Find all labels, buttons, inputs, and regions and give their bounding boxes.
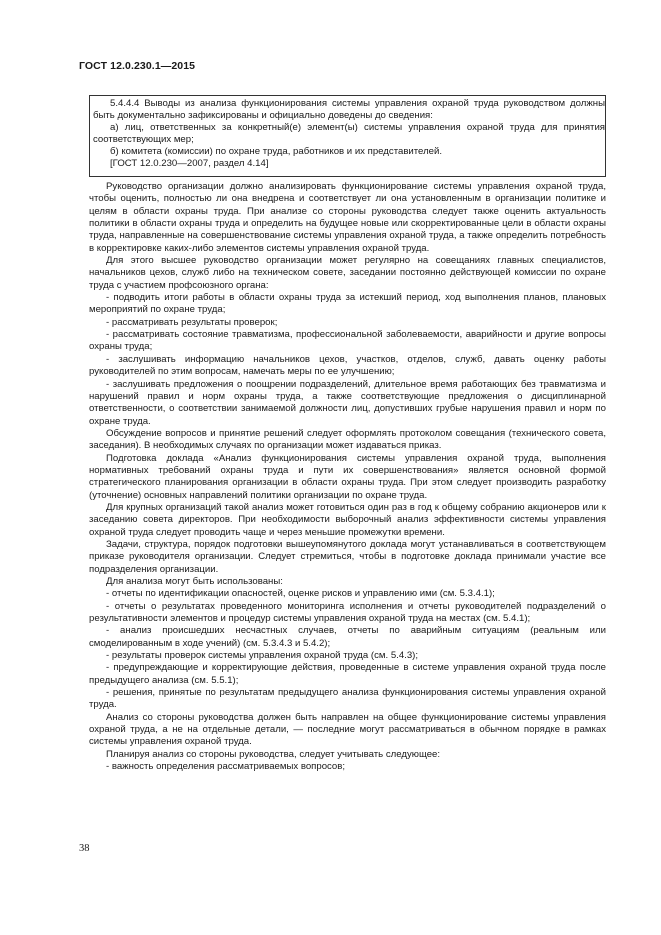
body-paragraph: Подготовка доклада «Анализ функционирования системы управления охраной труда, выполнения нормативных требований охраны труда и пути их совершенствования» является основной формой стратегического планирования организации в области охраны труда. При этом следует производить разработку (уточнение) основных направлений политики организации по охране труда. [89,452,606,501]
list-item: - подводить итоги работы в области охраны труда за истекший период, ход выполнения планов, плановых мероприятий по охране труда; [89,292,606,316]
list-item: - рассматривать результаты проверок; [106,316,278,328]
page-number: 38 [79,843,90,854]
quote-box-text [93,98,605,171]
quote-reference: [ГОСТ 12.0.230—2007, раздел 4.14] [110,158,269,170]
document-header: ГОСТ 12.0.230.1—2015 [79,60,196,72]
body-paragraph: Планируя анализ со стороны руководства, следует учитывать следующее: [106,748,441,760]
list-item: - важность определения рассматриваемых вопросов; [106,761,346,773]
body-paragraph: Руководство организации должно анализировать функционирование системы управления охраной труда, чтобы оценить, полностью ли она внедрена и соответствует ли она установленным в организации политике и целям в области охраны труда. При анализе со стороны руководства следует также оценить актуальность политики в области охраны труда и определить на будущее новые или скорректированные цели в области охраны труда, направленные на совершенствование системы управления охраной труда, а также определить потребность в корректировке каких-либо элементов системы управления охраной труда. [89,181,606,254]
quote-paragraph: 5.4.4.4 Выводы из анализа функционирования системы управления охраной труда руководством должны быть документально зафиксированы и официально доведены до сведения: [93,98,605,122]
quote-paragraph: б) комитета (комиссии) по охране труда, работников и их представителей. [110,146,443,158]
body-text [89,181,606,774]
quote-paragraph: а) лиц, ответственных за конкретный(е) элемент(ы) системы управления охраной труда для принятия соответствующих мер; [93,122,605,146]
list-item: - анализ происшедших несчастных случаев, отчеты по аварийным ситуациям (реальным или смоделированным в ходе учений) (см. 5.3.4.3 и 5.4.2); [89,625,606,649]
list-item: - решения, принятые по результатам предыдущего анализа функционирования системы управления охраной труда. [89,687,606,711]
list-item: - результаты проверок системы управления охраной труда (см. 5.4.3); [106,650,419,662]
list-item: - заслушивать информацию начальников цехов, участков, отделов, служб, давать оценку работы руководителей по этим вопросам, намечать меры по ее улучшению; [89,353,606,378]
list-item: - предупреждающие и корректирующие действия, проведенные в системе управления охраной труда после предыдущего анализа (см. 5.5.1); [89,662,606,686]
list-item: - рассматривать состояние травматизма, профессиональной заболеваемости, аварийности и другие вопросы охраны труда; [89,329,606,353]
body-paragraph: Анализ со стороны руководства должен быть направлен на общее функционирование системы управления охраной труда, а не на отдельные детали, — последние могут рассматриваться в обычном порядке в рамках системы управления охраной труда. [89,711,606,748]
body-paragraph: Задачи, структура, порядок подготовки вышеупомянутого доклада могут устанавливаться в соответствующем приказе руководителя организации. Следует стремиться, чтобы в подготовке доклада принимали участие все подразделения организации. [89,538,606,575]
list-item: - отчеты о результатах проведенного мониторинга исполнения и отчеты руководителей подразделений о результативности элементов и процедур системы управления охраной труда на местах (см. 5.4.1); [89,600,606,625]
body-paragraph: Обсуждение вопросов и принятие решений следует оформлять протоколом совещания (технического совета, заседания). В необходимых случаях по организации может издаваться приказ. [89,427,606,452]
body-paragraph: Для этого высшее руководство организации может регулярно на совещаниях главных специалистов, начальников цехов, служб либо на техническом совете, заседании постоянно действующей комиссии по охране труда с участием профсоюзного органа: [89,255,606,291]
list-item: - заслушивать предложения о поощрении подразделений, длительное время работающих без травматизма и нарушений правил и норм охраны труда, а также соответствующие предложения о дисциплинарной ответственности, о соответствии занимаемой должности лиц, допустивших грубые нарушения правил и норм по охране труда. [89,378,606,427]
list-item: - отчеты по идентификации опасностей, оценке рисков и управлению ими (см. 5.3.4.1); [106,588,495,600]
body-paragraph: Для анализа могут быть использованы: [106,576,283,587]
body-paragraph: Для крупных организаций такой анализ может готовиться один раз в год к общему собранию акционеров или к заседанию совета директоров. При необходимости выборочный анализ эффективности системы управления охраной труда следует проводить чаще и через меньшие промежутки времени. [89,501,606,538]
